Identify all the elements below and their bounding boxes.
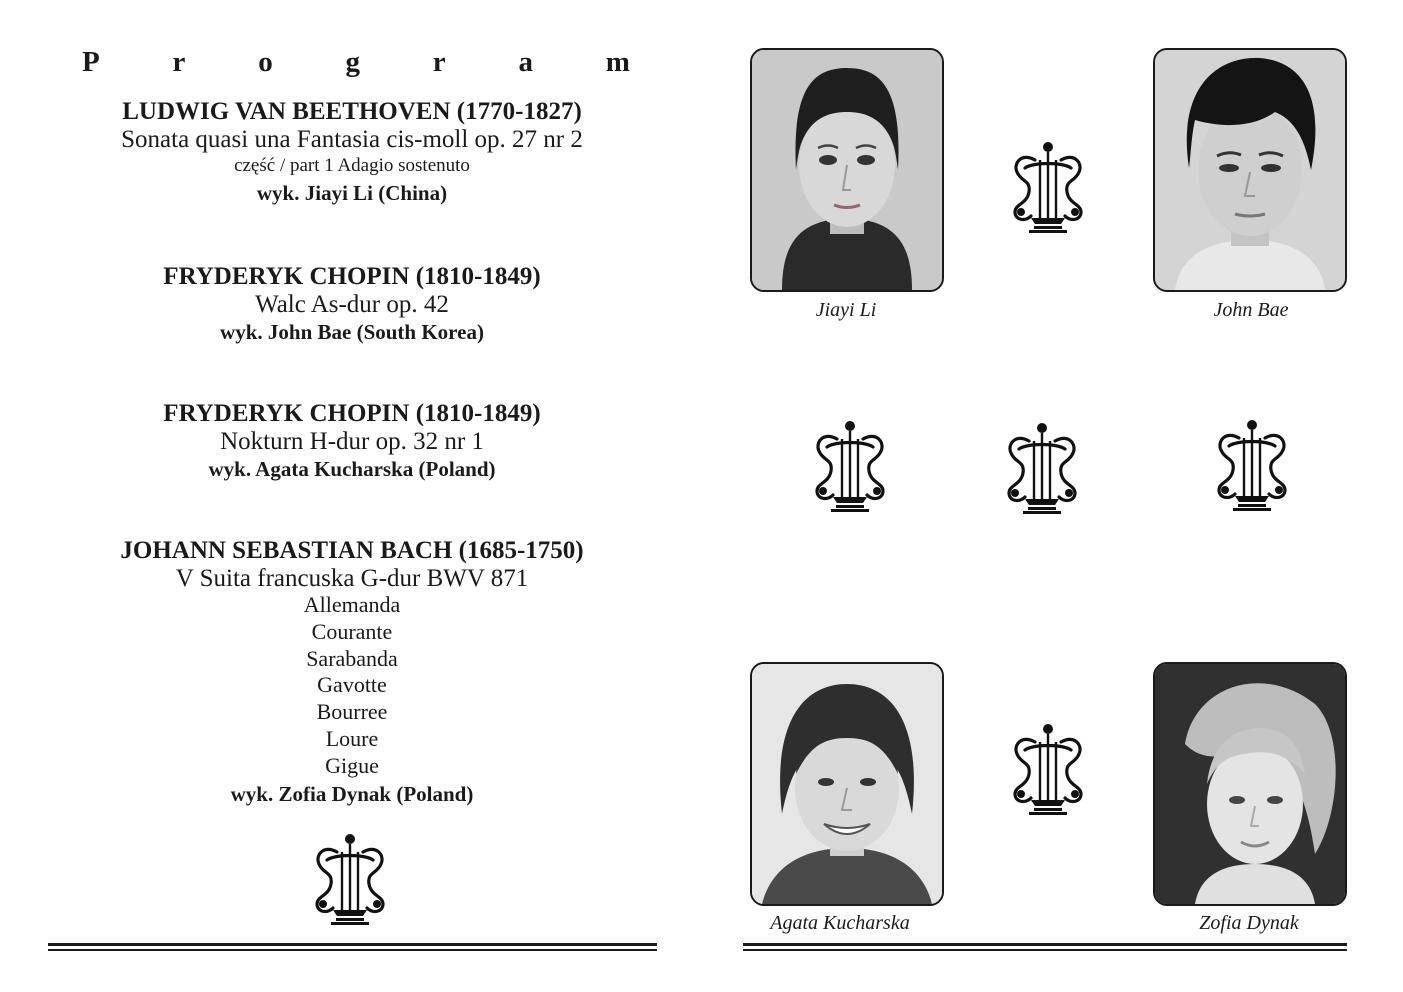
- movement-item: Loure: [325, 725, 379, 751]
- performer-photo-zofia-dynak: [1153, 662, 1347, 906]
- performer-credit: wyk. Zofia Dynak (Poland): [230, 781, 474, 806]
- performer-photo-john-bae: [1153, 48, 1347, 292]
- composer-name: JOHANN SEBASTIAN BACH (1685-1750): [120, 537, 584, 564]
- composer-name: FRYDERYK CHOPIN (1810-1849): [163, 263, 541, 290]
- lyre-icon: [1001, 419, 1083, 515]
- movement-item: Courante: [311, 618, 393, 644]
- program-heading: [82, 44, 630, 80]
- movement-list: [52, 592, 652, 780]
- work-title: Walc As-dur op. 42: [255, 291, 449, 318]
- lyre-icon: [809, 417, 891, 513]
- heading-letter: g: [345, 46, 360, 78]
- lyre-icon: [1211, 416, 1293, 512]
- heading-letter: m: [605, 46, 630, 78]
- heading-letter: r: [172, 46, 186, 78]
- movement-item: Sarabanda: [306, 645, 398, 671]
- movement-item: Bourree: [316, 699, 388, 725]
- lyre-icon: [1007, 138, 1089, 234]
- work-title: V Suita francuska G-dur BWV 871: [175, 565, 529, 592]
- work-title: Nokturn H-dur op. 32 nr 1: [220, 428, 484, 455]
- page-rule-left: [48, 943, 657, 946]
- performer-caption: Jiayi Li: [815, 299, 877, 321]
- performer-photo-jiayi-li: [750, 48, 944, 292]
- performer-credit: wyk. Agata Kucharska (Poland): [208, 457, 496, 481]
- program-piece-chopin-nocturne: [52, 400, 652, 483]
- movement-item: Allemanda: [303, 592, 401, 617]
- performer-credit: wyk. Jiayi Li (China): [256, 181, 448, 205]
- movement-item: Gigue: [325, 752, 379, 778]
- heading-letter: r: [432, 46, 446, 78]
- page-rule-right: [743, 943, 1347, 946]
- work-title: Sonata quasi una Fantasia cis-moll op. 27 nr 2: [121, 126, 583, 153]
- program-piece-beethoven: [52, 98, 652, 207]
- heading-letter: o: [258, 46, 273, 78]
- lyre-icon: [309, 830, 391, 926]
- work-part: część / part 1 Adagio sostenuto: [234, 155, 470, 176]
- program-piece-bach: [52, 537, 652, 808]
- program-piece-chopin-waltz: [52, 263, 652, 346]
- movement-item: Gavotte: [317, 672, 387, 698]
- composer-name: FRYDERYK CHOPIN (1810-1849): [163, 400, 541, 427]
- composer-name: LUDWIG VAN BEETHOVEN (1770-1827): [122, 98, 582, 125]
- performer-photo-agata-kucharska: [750, 662, 944, 906]
- performer-caption: John Bae: [1213, 299, 1289, 321]
- lyre-icon: [1007, 720, 1089, 816]
- heading-letter: P: [82, 46, 100, 78]
- performer-credit: wyk. John Bae (South Korea): [220, 320, 484, 344]
- performer-caption: Zofia Dynak: [1199, 912, 1299, 934]
- performer-caption: Agata Kucharska: [770, 912, 910, 934]
- heading-letter: a: [518, 46, 533, 78]
